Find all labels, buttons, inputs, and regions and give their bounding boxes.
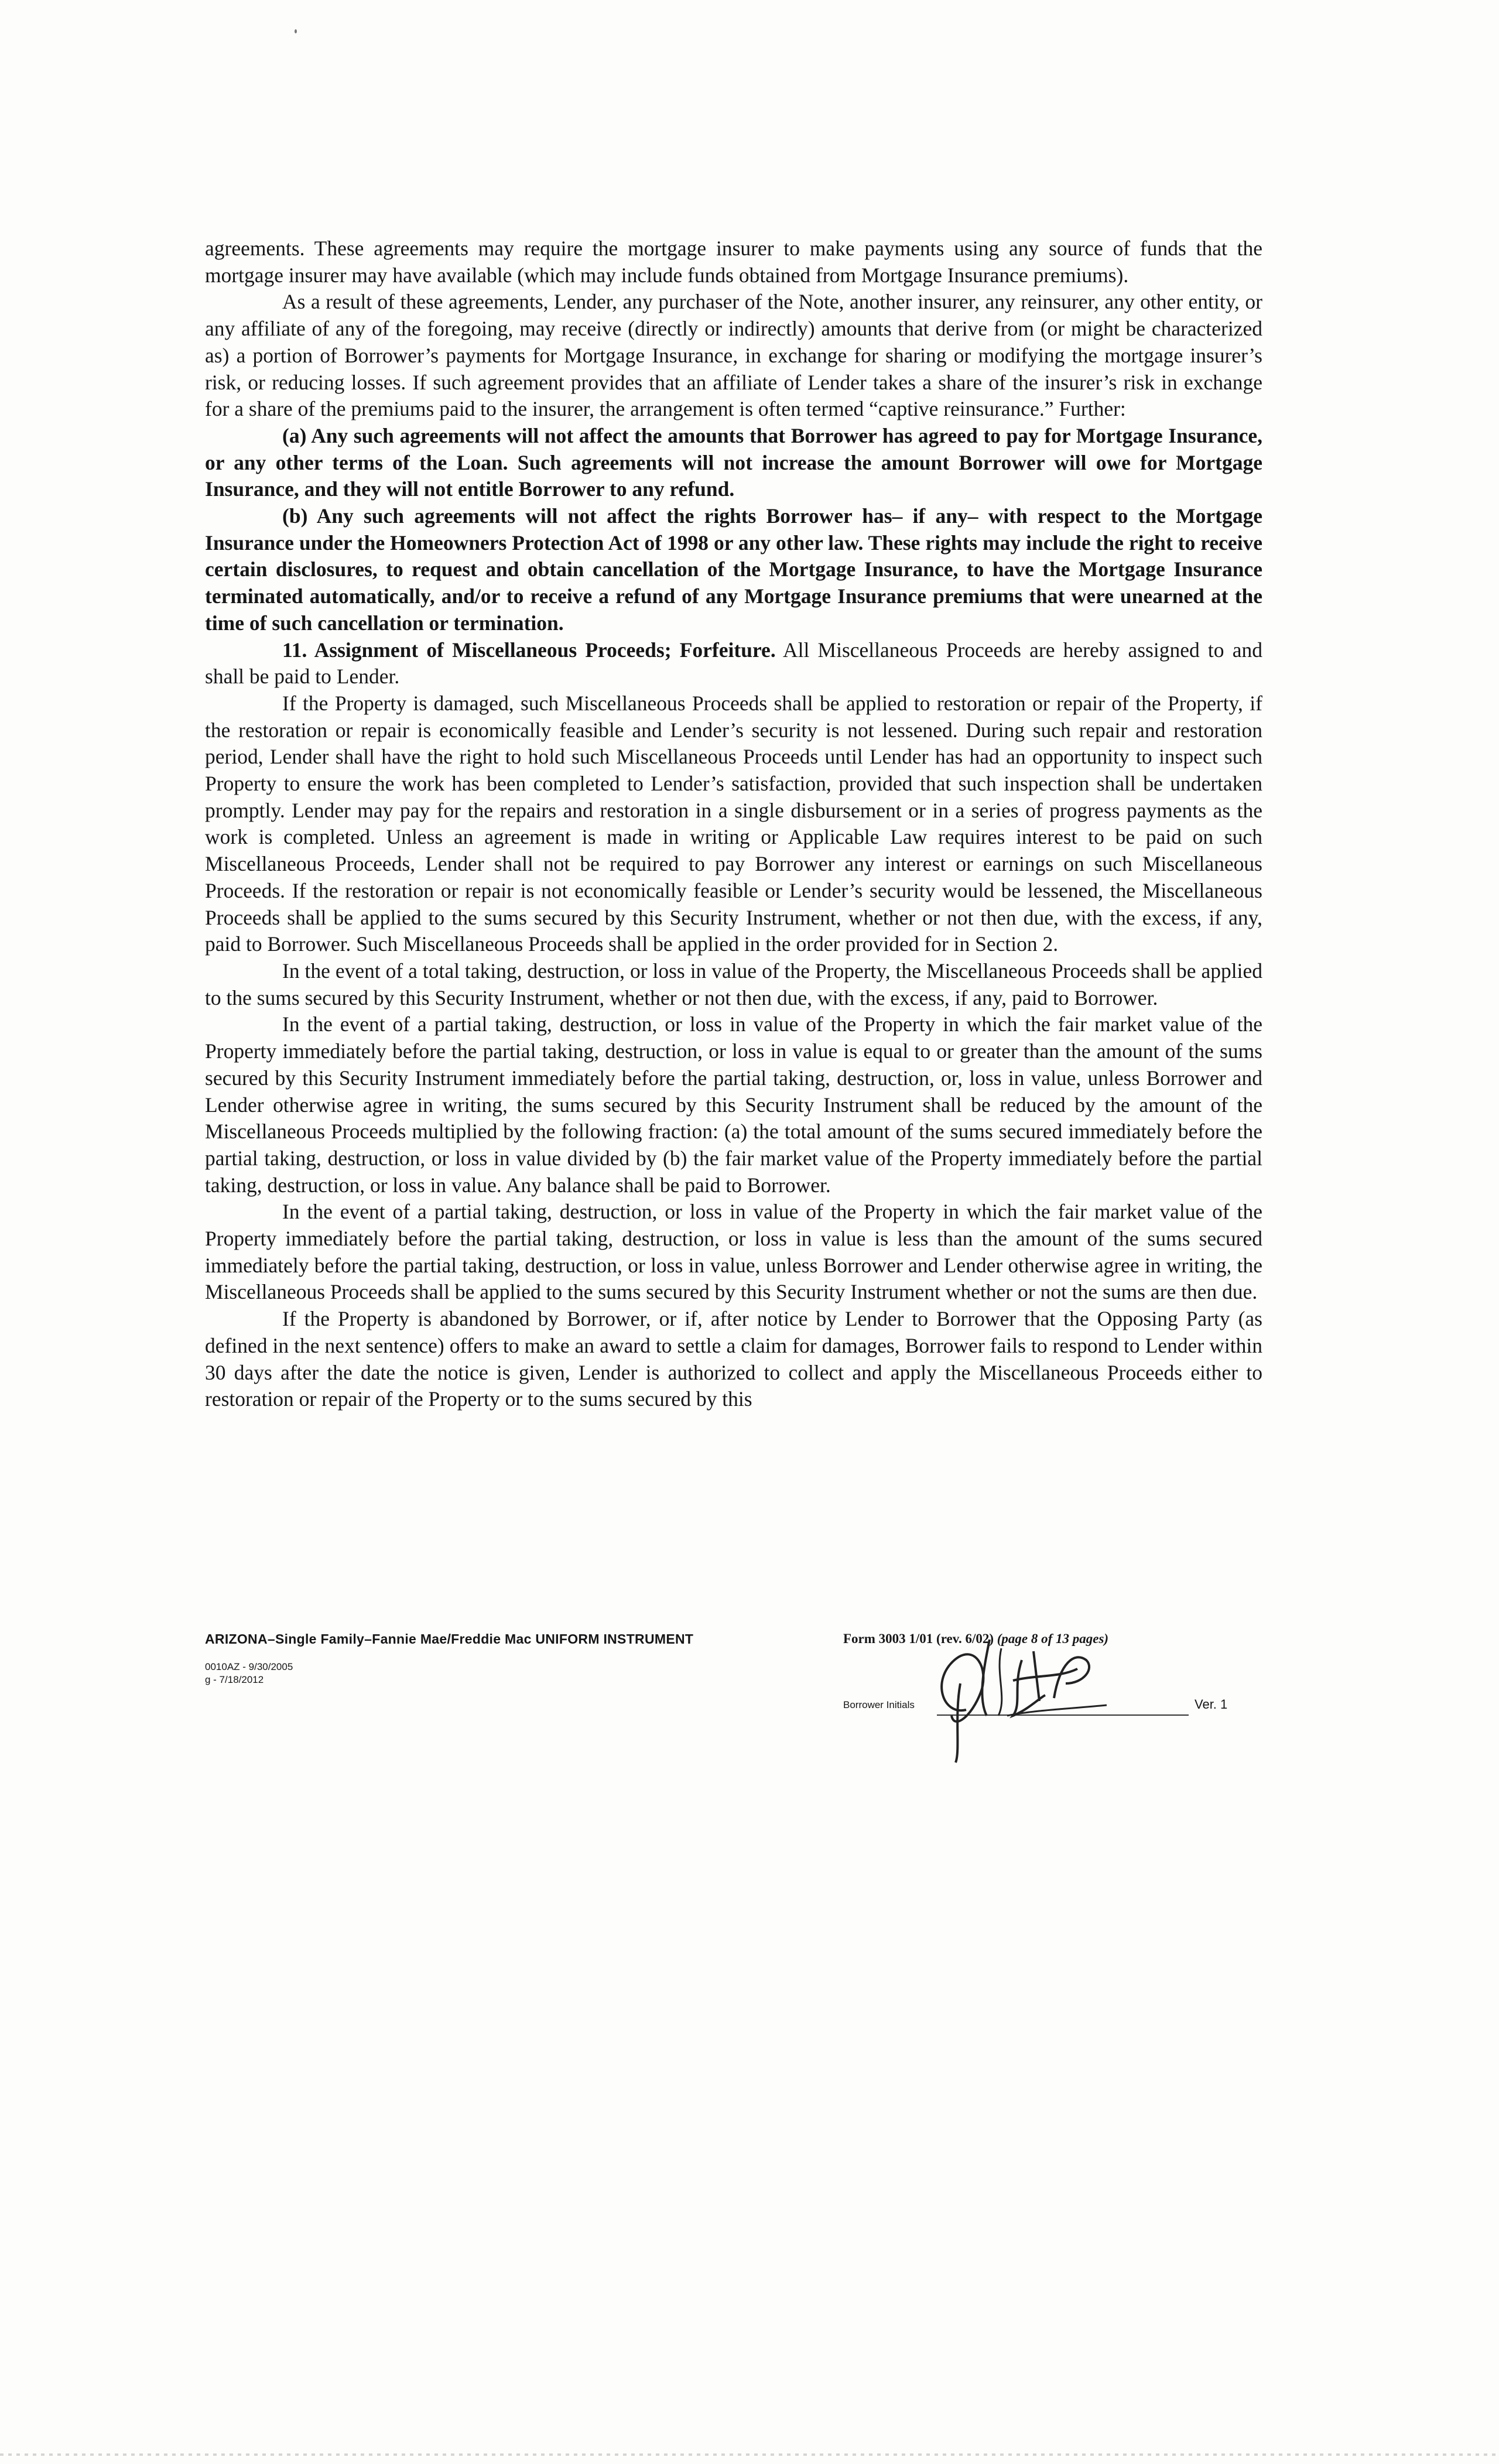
paragraph: In the event of a partial taking, destruction, or loss in value of the Property in which the fair market value of the Property immediately before the partial taking, destruction, or loss in value is equal to or greater than the amount of the sums secured by this Security Instrument immediately before the partial taking, destruction, or, loss in value, unless Borrower and Lender otherwise agree in writing, the sums secured by this Security Instrument shall be reduced by the amount of the Miscellaneous Proceeds multiplied by the following fraction: (a) the total amount of the sums secured immediately before the partial taking, destruction, or loss in value divided by (b) the fair market value of the Property immediately before the partial taking, destruction, or loss in value. Any balance shall be paid to Borrower. xyxy=(205,1012,1262,1197)
form-code: 0010AZ - 9/30/2005 xyxy=(205,1661,293,1672)
version-label: Ver. 1 xyxy=(1195,1697,1228,1712)
form-date: g - 7/18/2012 xyxy=(205,1674,264,1685)
paragraph: If the Property is damaged, such Miscellaneous Proceeds shall be applied to restoration or repair of the Property, if the restoration or repair is economically feasible and Lender’s security is not lessened. During such repair and restoration period, Lender shall have the right to hold such Miscellaneous Proceeds until Lender has had an opportunity to inspect such Property to ensure the work has been completed to Lender’s satisfaction, provided that such inspection shall be undertaken promptly. Lender may pay for the repairs and restoration in a single disbursement or in a series of progress payments as the work is completed. Unless an agreement is made in writing or Applicable Law requires interest to be paid on such Miscellaneous Proceeds, Lender shall not be required to pay Borrower any interest or earnings on such Miscellaneous Proceeds. If the restoration or repair is not economically feasible or Lender’s security would be lessened, the Miscellaneous Proceeds shall be applied to the sums secured by this Security Instrument, whether or not then due, with the excess, if any, paid to Borrower. Such Miscellaneous Proceeds shall be applied in the order provided for in Section 2. xyxy=(205,691,1262,956)
paragraph: In the event of a partial taking, destruction, or loss in value of the Property in which the fair market value of the Property immediately before the partial taking, destruction, or loss in value is less than the amount of the sums secured immediately before the partial taking, destruction, or loss in value, unless Borrower and Lender otherwise agree in writing, the Miscellaneous Proceeds shall be applied to the sums secured by this Security Instrument whether or not the sums are then due. xyxy=(205,1200,1262,1304)
paragraph-bold: (a) Any such agreements will not affect the amounts that Borrower has agreed to pay for Mortgage Insurance, or any other terms of the Loan. Such agreements will not increase the amount Borrower will owe for Mortgage Insurance, and they will not entitle Borrower to any refund. xyxy=(205,423,1262,501)
scan-edge-artifacts xyxy=(0,2453,1499,2456)
page-indicator: (page 8 of 13 pages) xyxy=(997,1631,1109,1646)
form-number: Form 3003 1/01 (rev. 6/02) (page 8 of 13 pages) xyxy=(843,1631,1109,1646)
handwritten-initials-signature xyxy=(919,1628,1118,1768)
paragraph: As a result of these agreements, Lender, any purchaser of the Note, another insurer, any reinsurer, any other entity, or any affiliate of any of the foregoing, may receive (directly or indirectly) amounts that derive from (or might be characterized as) a portion of Borrower’s payments for Mortgage Insurance, in exchange for sharing or modifying the mortgage insurer’s risk, or reducing losses. If such agreement provides that an affiliate of Lender takes a share of the insurer’s risk in exchange for a share of the premiums paid to the insurer, the arrangement is often termed “captive reinsurance.” Further: xyxy=(205,290,1262,421)
form-codes xyxy=(205,1661,293,1686)
form-title: ARIZONA–Single Family–Fannie Mae/Freddie Mac UNIFORM INSTRUMENT xyxy=(205,1631,694,1647)
scan-speck xyxy=(295,29,297,33)
body-text xyxy=(205,235,1262,1413)
section-11 xyxy=(205,637,1262,690)
paragraph: In the event of a total taking, destruction, or loss in value of the Property, the Miscellaneous Proceeds shall be applied to the sums secured by this Security Instrument, whether or not then due, with the excess, if any, paid to Borrower. xyxy=(205,959,1262,1009)
section-text: All Miscellaneous Proceeds are hereby assigned to and shall be paid to Lender. xyxy=(205,638,1262,689)
paragraph: If the Property is abandoned by Borrower, or if, after notice by Lender to Borrower that the Opposing Party (as defined in the next sentence) offers to make an award to settle a claim for damages, Borrower fails to respond to Lender within 30 days after the date the notice is given, Lender is authorized to collect and apply the Miscellaneous Proceeds either to restoration or repair of the Property or to the sums secured by this xyxy=(205,1307,1262,1411)
section-heading: 11. Assignment of Miscellaneous Proceeds; Forfeiture. xyxy=(282,638,776,662)
paragraph: agreements. These agreements may require the mortgage insurer to make payments using any source of funds that the mortgage insurer may have available (which may include funds obtained from Mortgage Insurance premiums). xyxy=(205,237,1262,287)
borrower-initials-label: Borrower Initials xyxy=(843,1699,915,1710)
paragraph-bold: (b) Any such agreements will not affect the rights Borrower has– if any– with respect to the Mortgage Insurance under the Homeowners Protection Act of 1998 or any other law. These rights may include the right to receive certain disclosures, to request and obtain cancellation of the Mortgage Insurance, to have the Mortgage Insurance terminated automatically, and/or to receive a refund of any Mortgage Insurance premiums that were unearned at the time of such cancellation or termination. xyxy=(205,504,1262,635)
